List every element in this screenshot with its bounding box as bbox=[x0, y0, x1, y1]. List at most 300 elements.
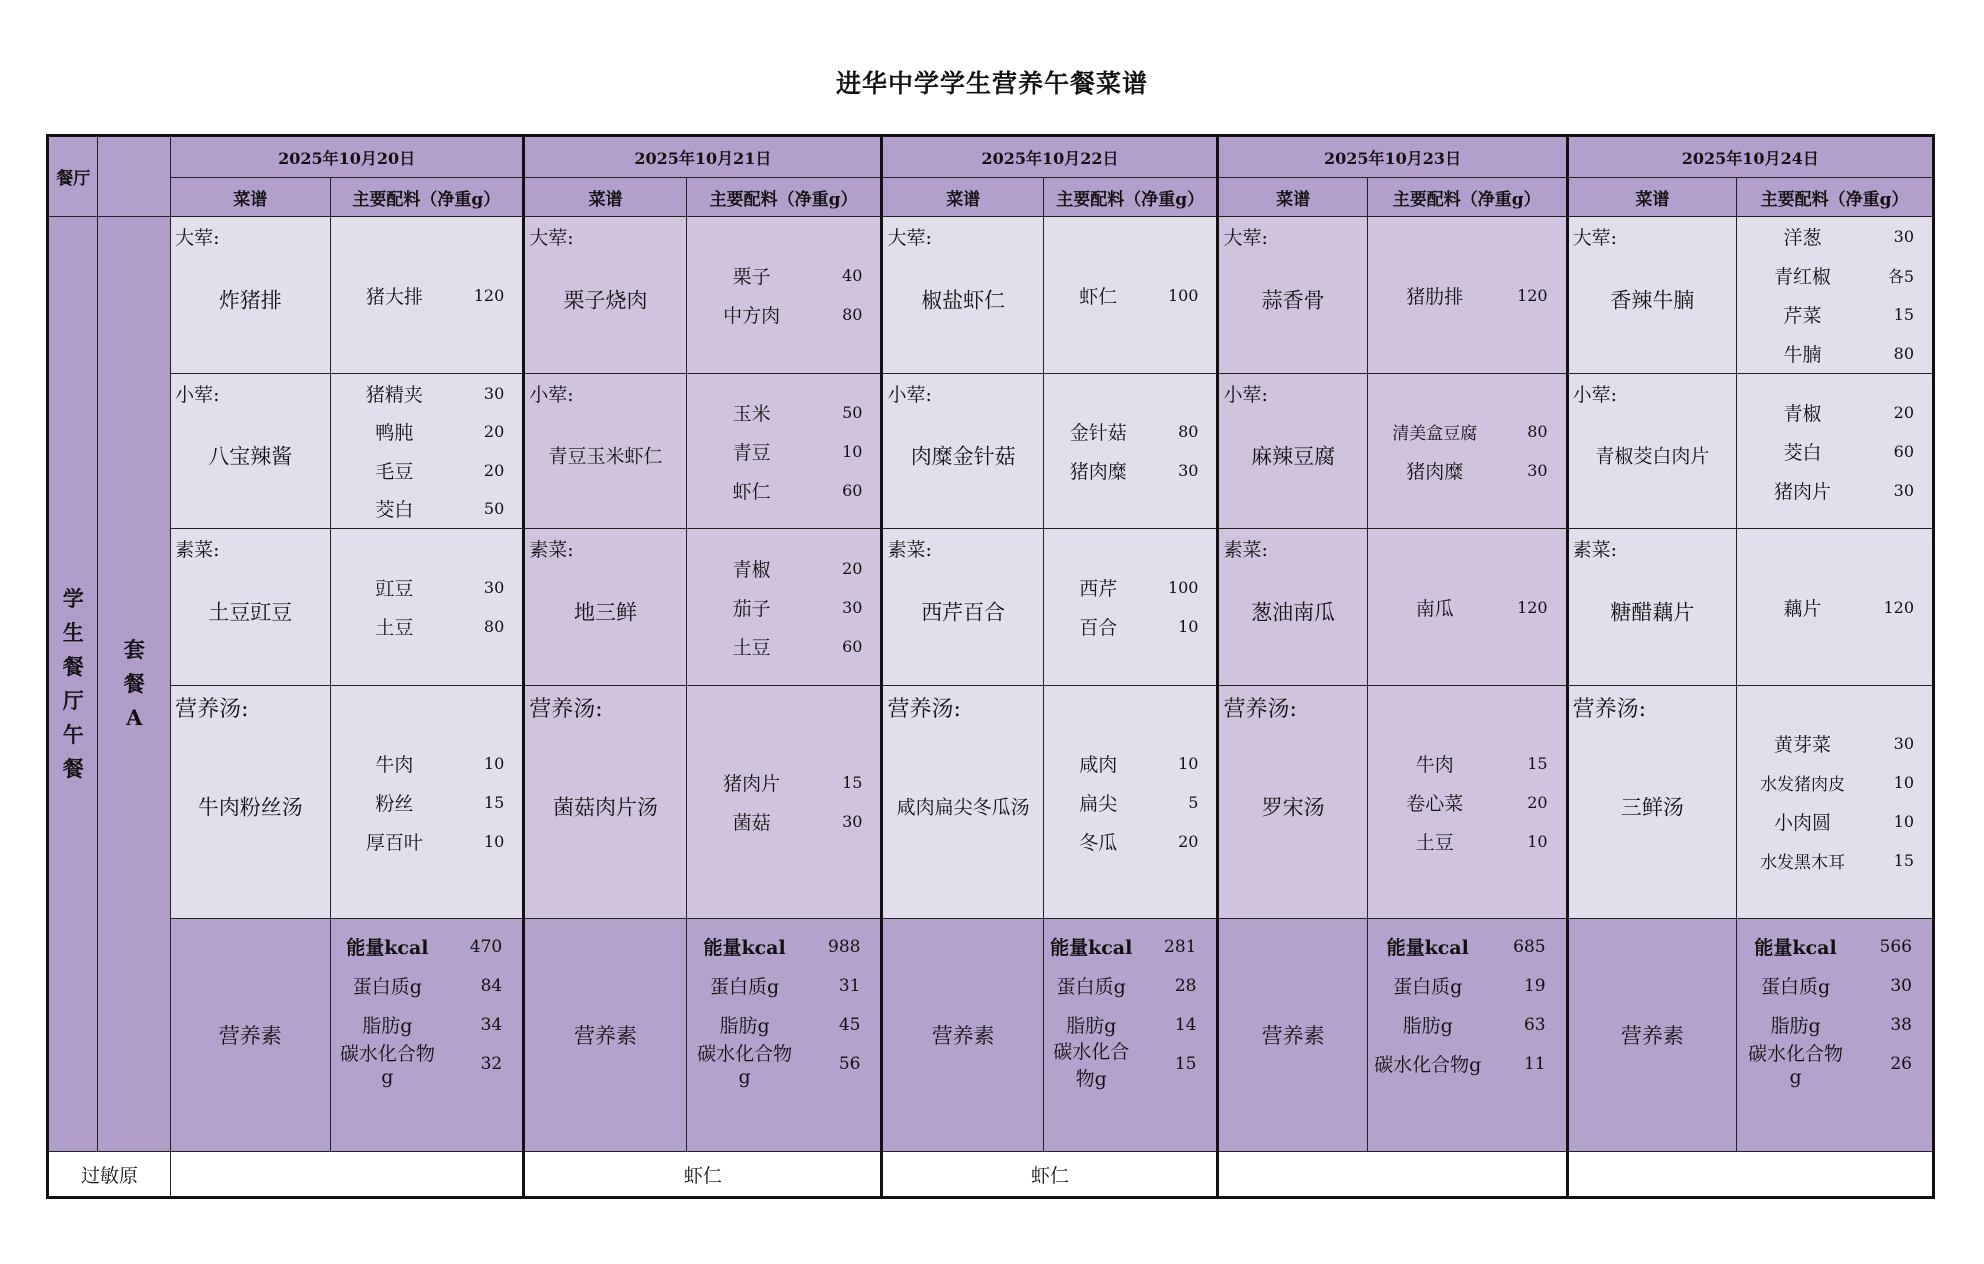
ingredient-row bbox=[1368, 783, 1566, 822]
ingredient-row bbox=[1368, 451, 1566, 490]
nutrient-value: 566 bbox=[1879, 936, 1912, 957]
ingredient-name: 猪大排 bbox=[365, 285, 423, 308]
ingredient-row bbox=[331, 374, 523, 413]
ingredient-cell bbox=[686, 374, 882, 529]
ingredient-list bbox=[1368, 686, 1566, 918]
ingredient-row bbox=[1368, 276, 1566, 315]
ingredient-list bbox=[1368, 374, 1566, 528]
ingredient-name: 豇豆 bbox=[375, 578, 414, 600]
ingredient-qty: 30 bbox=[1893, 734, 1914, 753]
ingredient-cell bbox=[686, 686, 882, 919]
ingredient-qty: 30 bbox=[842, 812, 863, 831]
nutrient-row-item bbox=[1368, 927, 1566, 966]
ingredient-row bbox=[1737, 841, 1932, 880]
nutrient-name: 蛋白质g bbox=[1393, 976, 1463, 998]
ingredient-qty: 10 bbox=[1527, 831, 1548, 851]
dish-name: 西芹百合 bbox=[921, 600, 1006, 625]
dish-name: 炸猪排 bbox=[218, 288, 282, 313]
nutrient-value: 988 bbox=[828, 936, 861, 957]
nutrient-row-item bbox=[1368, 1044, 1566, 1083]
nutrient-value: 45 bbox=[838, 1014, 861, 1035]
ingredient-qty: 30 bbox=[1893, 227, 1914, 246]
nutrient-name: 脂肪g bbox=[719, 1015, 770, 1037]
nutrient-name: 碳水化合物g bbox=[1053, 1040, 1130, 1090]
nutrient-row-item bbox=[1368, 1005, 1566, 1044]
category-label: 小荤: bbox=[1223, 384, 1268, 406]
ingredient-cell bbox=[1737, 374, 1934, 529]
allergen-cell bbox=[1567, 1152, 1933, 1198]
ingredient-row bbox=[331, 568, 523, 607]
ingredient-list bbox=[687, 529, 881, 685]
ingredient-qty: 30 bbox=[842, 597, 863, 617]
nutrient-row-item bbox=[687, 927, 881, 966]
ingredient-list bbox=[1737, 217, 1932, 373]
nutrient-value: 281 bbox=[1164, 936, 1197, 957]
ingredient-list bbox=[1737, 374, 1932, 528]
ingredient-name: 茭白 bbox=[375, 499, 414, 522]
ingredient-name: 百合 bbox=[1079, 617, 1118, 639]
nutrient-value: 26 bbox=[1890, 1053, 1912, 1074]
category-label: 素菜: bbox=[175, 539, 220, 561]
nutrient-list bbox=[1737, 927, 1932, 1088]
nutrient-name: 碳水化合物g bbox=[1374, 1054, 1482, 1076]
ingredient-qty: 10 bbox=[1893, 773, 1914, 792]
dish-cell bbox=[524, 374, 686, 529]
nutrient-name: 蛋白质g bbox=[1056, 976, 1126, 998]
category-label: 大荤: bbox=[529, 227, 574, 249]
ingredient-qty: 80 bbox=[483, 617, 505, 636]
ingredient-row bbox=[687, 802, 881, 841]
day-date-header: 2025年10月24日 bbox=[1567, 136, 1933, 178]
nutrient-row-item bbox=[1044, 1040, 1217, 1090]
ingredient-row bbox=[1044, 744, 1217, 783]
dish-cell bbox=[1567, 529, 1737, 686]
nutrient-name: 碳水化合物g bbox=[339, 1043, 435, 1088]
ingredient-qty: 80 bbox=[1527, 422, 1548, 441]
ingredient-row bbox=[687, 393, 881, 432]
ingredient-cell bbox=[686, 217, 882, 374]
ingredient-name: 猪肉片 bbox=[1774, 480, 1832, 503]
nutrient-list bbox=[1044, 927, 1217, 1090]
ingredient-name: 青椒 bbox=[732, 558, 771, 581]
nutrient-values-cell bbox=[1737, 919, 1934, 1152]
ingredient-name: 毛豆 bbox=[375, 460, 414, 483]
ingredient-name: 南瓜 bbox=[1415, 597, 1454, 620]
ingredient-name: 虾仁 bbox=[732, 480, 771, 503]
dish-cell bbox=[1218, 529, 1367, 686]
ingredient-qty: 20 bbox=[1178, 831, 1199, 851]
ingredient-name: 咸肉 bbox=[1079, 753, 1118, 776]
ingredient-name: 卷心菜 bbox=[1406, 792, 1464, 815]
column-header-row bbox=[48, 178, 1934, 217]
nutrient-label-cell bbox=[1218, 919, 1367, 1152]
category-label: 营养汤: bbox=[1572, 697, 1647, 722]
nutrient-value: 84 bbox=[480, 975, 503, 996]
dish-name: 菌菇肉片汤 bbox=[552, 795, 658, 820]
ingredient-row bbox=[687, 256, 881, 295]
ingredient-qty: 10 bbox=[842, 441, 863, 461]
ingredient-list bbox=[1044, 374, 1217, 528]
ingredient-row bbox=[1044, 276, 1217, 315]
ingredient-cell bbox=[330, 217, 524, 374]
nutrient-value: 56 bbox=[838, 1053, 861, 1074]
ingredient-cell bbox=[1737, 686, 1934, 919]
dish-name: 肉糜金针菇 bbox=[910, 444, 1016, 469]
ingredient-row bbox=[1044, 568, 1217, 607]
nutrient-name: 蛋白质g bbox=[352, 976, 422, 998]
category-label: 小荤: bbox=[887, 384, 932, 406]
dish-column-header: 菜谱 bbox=[171, 178, 330, 217]
ingredient-row bbox=[331, 276, 523, 315]
nutrient-label-cell bbox=[524, 919, 686, 1152]
ingredient-row bbox=[1737, 471, 1932, 510]
ingredient-name: 水发猪肉皮 bbox=[1760, 775, 1846, 795]
dish-name: 罗宋汤 bbox=[1261, 795, 1325, 820]
nutrient-label: 营养素 bbox=[573, 1024, 637, 1048]
ingredient-row bbox=[1368, 412, 1566, 451]
ingredient-row bbox=[687, 549, 881, 588]
nutrient-values-cell bbox=[330, 919, 524, 1152]
nutrient-name: 能量kcal bbox=[703, 937, 786, 959]
nutrient-name: 能量kcal bbox=[346, 937, 429, 959]
ingredient-list bbox=[687, 374, 881, 528]
dish-cell bbox=[1218, 217, 1367, 374]
dish-cell bbox=[882, 686, 1043, 919]
category-label: 大荤: bbox=[1223, 227, 1268, 249]
ingredient-cell bbox=[1737, 529, 1934, 686]
set-label-text: 套餐A bbox=[123, 637, 145, 730]
nutrient-name: 脂肪g bbox=[1770, 1015, 1821, 1037]
dish-column-header: 菜谱 bbox=[1218, 178, 1367, 217]
ingredient-qty: 40 bbox=[842, 266, 863, 285]
ingredient-column-header: 主要配料（净重g） bbox=[1367, 178, 1567, 217]
ingredient-column-header: 主要配料（净重g） bbox=[686, 178, 882, 217]
nutrient-name: 能量kcal bbox=[1050, 937, 1133, 959]
dish-name: 青豆玉米虾仁 bbox=[548, 445, 663, 468]
nutrient-name: 碳水化合物g bbox=[1748, 1043, 1844, 1088]
date-row bbox=[48, 136, 1934, 178]
category-label: 小荤: bbox=[529, 384, 574, 406]
ingredient-name: 土豆 bbox=[375, 617, 414, 639]
ingredient-name: 鸭肫 bbox=[375, 422, 414, 445]
ingredient-name: 菌菇 bbox=[732, 812, 771, 834]
ingredient-row bbox=[1737, 588, 1932, 627]
ingredient-qty: 20 bbox=[483, 422, 505, 442]
meal-row-soup bbox=[48, 686, 1934, 919]
ingredient-qty: 15 bbox=[483, 792, 505, 812]
ingredient-qty: 80 bbox=[1178, 422, 1199, 441]
ingredient-cell bbox=[330, 374, 524, 529]
dish-cell bbox=[882, 217, 1043, 374]
category-label: 大荤: bbox=[175, 227, 220, 249]
dish-cell bbox=[1567, 686, 1737, 919]
nutrient-label: 营养素 bbox=[218, 1024, 282, 1048]
dish-cell bbox=[171, 217, 330, 374]
ingredient-name: 芹菜 bbox=[1783, 305, 1822, 327]
allergen-label: 过敏原 bbox=[48, 1152, 171, 1198]
ingredient-row bbox=[331, 783, 523, 822]
ingredient-qty: 60 bbox=[842, 636, 863, 656]
ingredient-cell bbox=[686, 529, 882, 686]
ingredient-qty: 15 bbox=[1527, 753, 1548, 773]
nutrient-row-item bbox=[331, 966, 523, 1005]
ingredient-list bbox=[1737, 686, 1932, 918]
ingredient-name: 西芹 bbox=[1079, 578, 1118, 600]
ingredient-row bbox=[1044, 412, 1217, 451]
nutrient-name: 碳水化合物g bbox=[697, 1043, 793, 1088]
ingredient-name: 清美盒豆腐 bbox=[1392, 424, 1478, 444]
ingredient-qty: 20 bbox=[1527, 792, 1548, 812]
ingredient-row bbox=[331, 413, 523, 452]
dish-name: 牛肉粉丝汤 bbox=[197, 795, 303, 820]
day-date-header: 2025年10月20日 bbox=[171, 136, 524, 178]
day-date-header: 2025年10月22日 bbox=[882, 136, 1218, 178]
nutrient-row-item bbox=[1044, 927, 1217, 966]
nutrient-label: 营养素 bbox=[931, 1024, 995, 1048]
set-header-blank bbox=[98, 136, 171, 217]
ingredient-list bbox=[1737, 529, 1932, 685]
allergen-cell bbox=[1218, 1152, 1567, 1198]
category-label: 小荤: bbox=[175, 384, 220, 406]
ingredient-cell bbox=[1043, 217, 1218, 374]
ingredient-row bbox=[1737, 256, 1932, 295]
category-label: 小荤: bbox=[1572, 384, 1618, 406]
meal-label-text: 学生餐厅午餐 bbox=[62, 586, 84, 781]
dish-cell bbox=[524, 217, 686, 374]
ingredient-name: 黄芽菜 bbox=[1774, 734, 1832, 756]
nutrient-row-item bbox=[1044, 966, 1217, 1005]
nutrient-list bbox=[687, 927, 881, 1088]
ingredient-name: 栗子 bbox=[732, 266, 771, 288]
ingredient-row bbox=[1737, 432, 1932, 471]
ingredient-qty: 20 bbox=[842, 558, 863, 578]
ingredient-name: 茭白 bbox=[1783, 441, 1822, 464]
ingredient-qty: 15 bbox=[1893, 305, 1914, 324]
ingredient-name: 青豆 bbox=[732, 441, 771, 464]
dish-name: 麻辣豆腐 bbox=[1251, 444, 1336, 469]
ingredient-cell bbox=[1367, 529, 1567, 686]
ingredient-name: 小肉圆 bbox=[1774, 812, 1832, 834]
category-label: 营养汤: bbox=[529, 697, 603, 722]
ingredient-list bbox=[1044, 529, 1217, 685]
ingredient-name: 玉米 bbox=[732, 402, 771, 425]
ingredient-row bbox=[1044, 783, 1217, 822]
dish-cell bbox=[1567, 374, 1737, 529]
nutrient-label: 营养素 bbox=[1620, 1024, 1684, 1048]
nutrient-row-item bbox=[687, 966, 881, 1005]
ingredient-qty: 10 bbox=[483, 831, 505, 851]
ingredient-list bbox=[1368, 529, 1566, 685]
set-label bbox=[98, 217, 171, 1152]
nutrient-row bbox=[48, 919, 1934, 1152]
ingredient-row bbox=[1737, 393, 1932, 432]
nutrient-label-cell bbox=[882, 919, 1043, 1152]
ingredient-list bbox=[331, 374, 523, 528]
ingredient-qty: 80 bbox=[1893, 344, 1914, 363]
dish-name: 栗子烧肉 bbox=[563, 288, 648, 313]
ingredient-qty: 30 bbox=[483, 383, 505, 403]
menu-table bbox=[46, 134, 1935, 1199]
dish-name: 香辣牛腩 bbox=[1610, 288, 1695, 313]
ingredient-qty: 80 bbox=[842, 305, 863, 324]
ingredient-row bbox=[687, 763, 881, 802]
ingredient-name: 牛肉 bbox=[1415, 753, 1454, 776]
ingredient-qty: 10 bbox=[1178, 753, 1199, 773]
day-date-header: 2025年10月21日 bbox=[524, 136, 882, 178]
nutrient-value: 14 bbox=[1174, 1014, 1197, 1035]
ingredient-column-header: 主要配料（净重g） bbox=[1737, 178, 1934, 217]
ingredient-row bbox=[687, 432, 881, 471]
allergen-cell: 虾仁 bbox=[524, 1152, 882, 1198]
nutrient-row-item bbox=[331, 927, 523, 966]
ingredient-qty: 10 bbox=[1178, 617, 1199, 636]
ingredient-row bbox=[331, 607, 523, 646]
ingredient-row bbox=[1368, 588, 1566, 627]
category-label: 营养汤: bbox=[887, 697, 961, 722]
ingredient-qty: 15 bbox=[842, 773, 863, 792]
allergen-row bbox=[48, 1152, 1934, 1198]
nutrient-name: 脂肪g bbox=[362, 1015, 413, 1037]
ingredient-cell bbox=[1043, 374, 1218, 529]
ingredient-list bbox=[331, 529, 523, 685]
ingredient-list bbox=[687, 217, 881, 373]
nutrient-name: 能量kcal bbox=[1754, 937, 1837, 959]
ingredient-name: 猪肉糜 bbox=[1406, 461, 1464, 483]
ingredient-qty: 120 bbox=[1517, 597, 1548, 617]
canteen-header: 餐厅 bbox=[48, 136, 98, 217]
ingredient-name: 土豆 bbox=[732, 636, 771, 659]
ingredient-column-header: 主要配料（净重g） bbox=[330, 178, 524, 217]
dish-name: 椒盐虾仁 bbox=[921, 288, 1006, 313]
ingredient-row bbox=[687, 627, 881, 666]
meal-label bbox=[48, 217, 98, 1152]
dish-cell bbox=[882, 374, 1043, 529]
ingredient-row bbox=[331, 490, 523, 529]
nutrient-value: 38 bbox=[1890, 1014, 1912, 1035]
nutrient-value: 685 bbox=[1513, 936, 1546, 957]
nutrient-name: 脂肪g bbox=[1066, 1015, 1117, 1037]
ingredient-row bbox=[687, 295, 881, 334]
ingredient-cell bbox=[1367, 374, 1567, 529]
ingredient-name: 洋葱 bbox=[1783, 227, 1822, 249]
ingredient-qty: 60 bbox=[1893, 441, 1914, 461]
ingredient-row bbox=[1737, 802, 1932, 841]
category-label: 营养汤: bbox=[1223, 697, 1297, 722]
ingredient-qty: 100 bbox=[1167, 285, 1199, 305]
category-label: 大荤: bbox=[1572, 227, 1618, 249]
ingredient-cell bbox=[1367, 217, 1567, 374]
ingredient-list bbox=[687, 686, 881, 918]
ingredient-row bbox=[1737, 763, 1932, 802]
dish-cell bbox=[882, 529, 1043, 686]
dish-name: 八宝辣酱 bbox=[208, 444, 293, 469]
ingredient-row bbox=[331, 744, 523, 783]
ingredient-cell bbox=[1043, 686, 1218, 919]
ingredient-qty: 20 bbox=[1893, 402, 1914, 422]
meal-row-small bbox=[48, 374, 1934, 529]
ingredient-name: 厚百叶 bbox=[365, 831, 423, 854]
nutrient-row-item bbox=[1368, 966, 1566, 1005]
ingredient-list bbox=[1044, 217, 1217, 373]
ingredient-row bbox=[1044, 451, 1217, 490]
ingredient-row bbox=[1737, 217, 1932, 256]
nutrient-value: 63 bbox=[1523, 1014, 1546, 1035]
nutrient-list bbox=[1368, 927, 1566, 1083]
ingredient-qty: 20 bbox=[483, 460, 505, 480]
ingredient-row bbox=[1044, 822, 1217, 861]
nutrient-value: 470 bbox=[469, 936, 503, 957]
ingredient-qty: 50 bbox=[842, 402, 863, 422]
ingredient-row bbox=[331, 822, 523, 861]
ingredient-qty: 120 bbox=[1883, 597, 1914, 617]
ingredient-name: 虾仁 bbox=[1079, 285, 1118, 308]
nutrient-name: 脂肪g bbox=[1402, 1015, 1453, 1037]
ingredient-list bbox=[331, 686, 523, 918]
dish-cell bbox=[1218, 374, 1367, 529]
nutrient-label-cell bbox=[171, 919, 330, 1152]
ingredient-cell bbox=[330, 529, 524, 686]
ingredient-qty: 50 bbox=[483, 499, 505, 519]
ingredient-name: 青红椒 bbox=[1774, 266, 1832, 288]
ingredient-name: 扁尖 bbox=[1079, 792, 1118, 815]
ingredient-list bbox=[331, 217, 523, 373]
category-label: 素菜: bbox=[529, 539, 574, 561]
nutrient-label: 营养素 bbox=[1261, 1024, 1325, 1048]
ingredient-name: 水发黑木耳 bbox=[1760, 853, 1846, 873]
nutrient-values-cell bbox=[1043, 919, 1218, 1152]
category-label: 营养汤: bbox=[175, 697, 249, 722]
meal-row-veg bbox=[48, 529, 1934, 686]
ingredient-qty: 60 bbox=[842, 480, 863, 500]
allergen-cell: 虾仁 bbox=[882, 1152, 1218, 1198]
ingredient-qty: 120 bbox=[1517, 285, 1548, 305]
ingredient-cell bbox=[330, 686, 524, 919]
ingredient-qty: 10 bbox=[483, 753, 505, 773]
dish-cell bbox=[1567, 217, 1737, 374]
ingredient-row bbox=[1044, 607, 1217, 646]
nutrient-row-item bbox=[1737, 927, 1932, 966]
ingredient-qty: 120 bbox=[473, 285, 505, 305]
ingredient-cell bbox=[1367, 686, 1567, 919]
meal-row-main bbox=[48, 217, 1934, 374]
ingredient-name: 猪肉片 bbox=[723, 773, 781, 795]
dish-column-header: 菜谱 bbox=[524, 178, 686, 217]
ingredient-qty: 10 bbox=[1893, 812, 1914, 831]
ingredient-name: 青椒 bbox=[1783, 402, 1822, 425]
ingredient-cell bbox=[1043, 529, 1218, 686]
ingredient-row bbox=[1737, 334, 1932, 373]
ingredient-name: 土豆 bbox=[1415, 831, 1454, 854]
ingredient-qty: 30 bbox=[1178, 461, 1199, 480]
nutrient-name: 蛋白质g bbox=[1760, 976, 1831, 998]
dish-cell bbox=[524, 686, 686, 919]
ingredient-list bbox=[1368, 217, 1566, 373]
nutrient-value: 34 bbox=[480, 1014, 503, 1035]
dish-cell bbox=[171, 529, 330, 686]
nutrient-row-item bbox=[687, 1043, 881, 1088]
category-label: 大荤: bbox=[887, 227, 932, 249]
ingredient-name: 粉丝 bbox=[375, 792, 414, 815]
dish-cell bbox=[171, 686, 330, 919]
nutrient-name: 蛋白质g bbox=[710, 976, 780, 998]
day-date-header: 2025年10月23日 bbox=[1218, 136, 1567, 178]
ingredient-row bbox=[1737, 295, 1932, 334]
ingredient-name: 冬瓜 bbox=[1079, 831, 1118, 854]
ingredient-name: 茄子 bbox=[732, 597, 771, 620]
ingredient-row bbox=[1737, 724, 1932, 763]
nutrient-value: 28 bbox=[1174, 975, 1197, 996]
nutrient-label-cell bbox=[1567, 919, 1737, 1152]
